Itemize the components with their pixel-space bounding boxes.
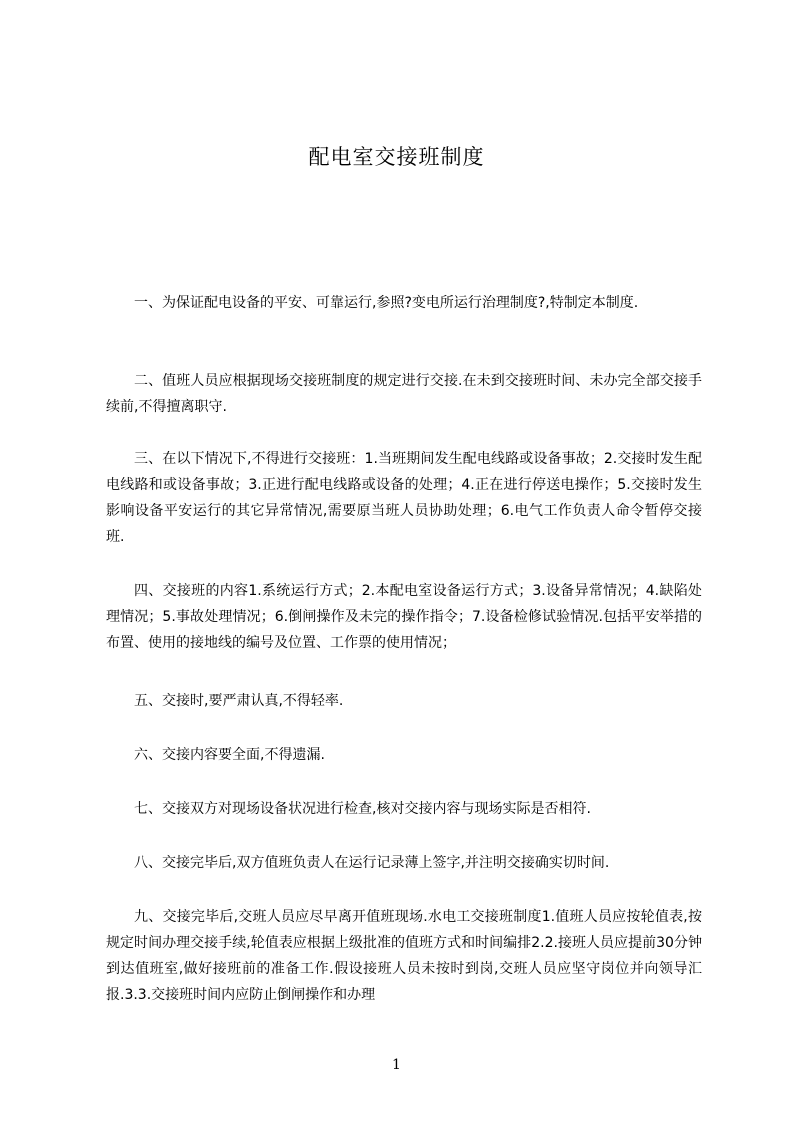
paragraph-3: 三、在以下情况下,不得进行交接班：1.当班期间发生配电线路或设备事故；2.交接时发生配电线路和或设备事故；3.正进行配电线路或设备的处理；4.正在进行停送电操作；5.交接时发生影响设备平安运行的其它异常情况,需要原当班人员协助处理；6.电气工作负责人命令暂停交接班. (106, 451, 702, 545)
page-number: 1 (392, 1057, 401, 1073)
paragraph-4: 四、交接班的内容1.系统运行方式；2.本配电室设备运行方式；3.设备异常情况；4.缺陷处理情况；5.事故处理情况；6.倒闸操作及未完的操作指令；7.设备检修试验情况.包括平安举措的布置、使用的接地线的编号及位置、工作票的使用情况； (106, 583, 702, 651)
paragraph-5: 五、交接时,要严肃认真,不得轻率. (134, 693, 344, 709)
document-title: 配电室交接班制度 (308, 145, 485, 169)
paragraph-6: 六、交接内容要全面,不得遗漏. (134, 747, 325, 763)
paragraph-7: 七、交接双方对现场设备状况进行检查,核对交接内容与现场实际是否相符. (134, 801, 591, 817)
paragraph-8: 八、交接完毕后,双方值班负责人在运行记录薄上签字,并注明交接确实切时间. (134, 855, 610, 871)
paragraph-1: 一、为保证配电设备的平安、可靠运行,参照?变电所运行治理制度?,特制定本制度. (134, 295, 639, 311)
paragraph-2: 二、值班人员应根据现场交接班制度的规定进行交接.在未到交接班时间、未办完全部交接手续前,不得擅离职守. (106, 373, 702, 415)
paragraph-9: 九、交接完毕后,交班人员应尽早离开值班现场.水电工交接班制度1.值班人员应按轮值表,按规定时间办理交接手续,轮值表应根据上级批准的值班方式和时间编排2.2.接班人员应提前30分钟到达值班室,做好接班前的准备工作.假设接班人员未按时到岗,交班人员应坚守岗位并向领导汇报.3.3.交接班时间内应防止倒闸操作和办理 (106, 909, 702, 1003)
